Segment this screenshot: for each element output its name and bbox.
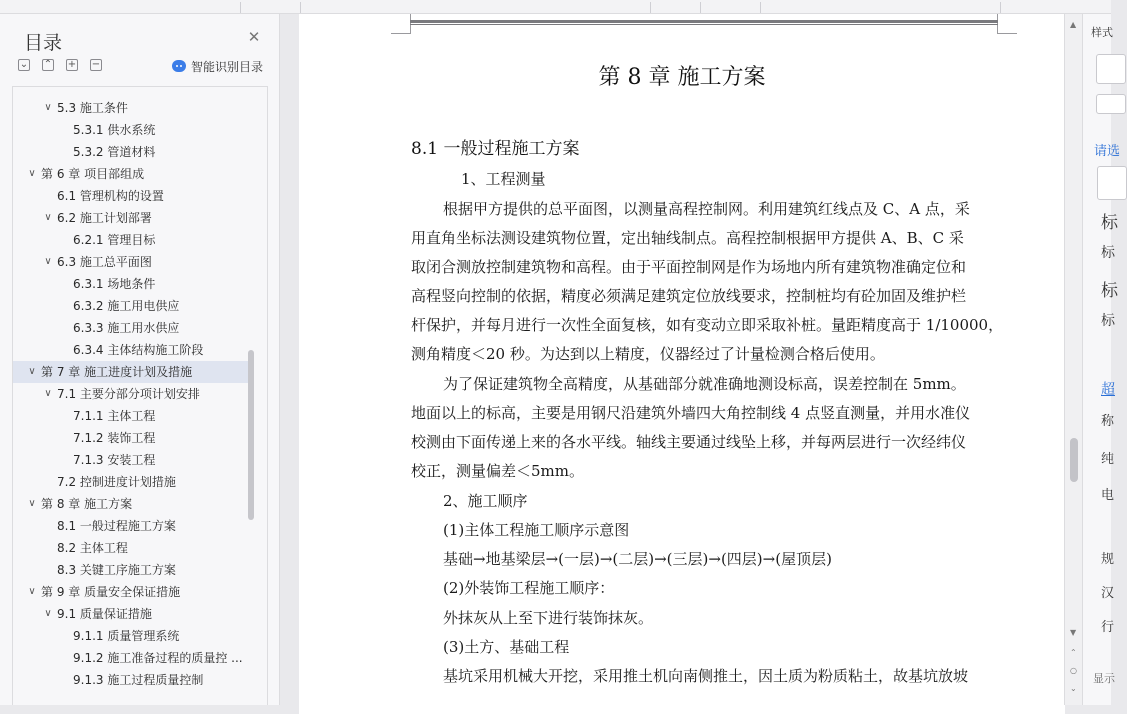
toc-item[interactable]: [13, 537, 249, 559]
style-item[interactable]: 规: [1101, 552, 1115, 567]
toc-item-label: 6.3 施工总平面图: [57, 255, 152, 269]
toc-item[interactable]: [13, 295, 249, 317]
top-toolbar-strip: [0, 0, 1111, 14]
toc-item[interactable]: [13, 405, 249, 427]
toc-item[interactable]: [13, 141, 249, 163]
style-preview-box[interactable]: [1096, 54, 1126, 84]
chevron-down-icon[interactable]: ∨: [44, 256, 52, 267]
select-tip: 请选: [1094, 144, 1121, 159]
toc-item-label: 6.3.1 场地条件: [73, 277, 156, 291]
chapter-title: 第 8 章 施工方案: [598, 65, 766, 90]
body-line: 2、施工顺序: [443, 492, 528, 510]
toc-item[interactable]: [13, 515, 249, 537]
toolbar-divider: [650, 2, 651, 13]
chevron-down-icon[interactable]: ∨: [28, 168, 36, 179]
toolbar-divider: [1000, 2, 1001, 13]
toc-item[interactable]: [13, 207, 249, 229]
styles-label: 样式: [1091, 26, 1113, 39]
style-item[interactable]: 纯: [1101, 452, 1115, 467]
margin-corner-mark: [997, 14, 1017, 34]
smart-toc-label: 智能识别目录: [191, 59, 264, 74]
chevron-down-icon[interactable]: ∨: [28, 586, 36, 597]
toolbar-divider: [760, 2, 761, 13]
chevron-down-icon[interactable]: ∨: [28, 498, 36, 509]
toc-item[interactable]: [13, 383, 249, 405]
styles-panel: [1082, 14, 1121, 705]
toc-item-label: 5.3.2 管道材料: [73, 145, 156, 159]
body-line: 基础→地基梁层→(一层)→(二层)→(三层)→(四层)→(屋顶层): [443, 550, 832, 568]
style-item[interactable]: 标: [1101, 281, 1118, 301]
toc-item[interactable]: [13, 163, 249, 185]
body-line: (2)外装饰工程施工顺序：: [443, 579, 615, 597]
toc-item-label: 7.2 控制进度计划措施: [57, 475, 176, 489]
body-line: 外抹灰从上至下进行装饰抹灰。: [443, 609, 654, 627]
body-line: 杆保护，并每月进行一次性全面复核，如有变动立即采取补桩。量距精度高于 1/10000，: [411, 316, 1004, 334]
document-page[interactable]: [299, 14, 1065, 714]
toc-item[interactable]: [13, 493, 249, 515]
toc-item-label: 6.3.3 施工用水供应: [73, 321, 180, 335]
collapse-all-icon[interactable]: ⌃: [43, 59, 53, 70]
body-line: 根据甲方提供的总平面图，以测量高程控制网。利用建筑红线点及 C、A 点，采: [443, 200, 970, 218]
body-line: 校测由下面传递上来的各水平线。轴线主要通过线坠上移，并每两层进行一次经纬仪: [411, 433, 967, 451]
toc-item-label: 6.2.1 管理目标: [73, 233, 156, 247]
next-page-icon[interactable]: ⌄: [1070, 684, 1077, 693]
ai-icon: [172, 60, 186, 72]
toc-item-label: 9.1.1 质量管理系统: [73, 629, 180, 643]
document-scrollbar[interactable]: [1064, 14, 1082, 705]
toc-item[interactable]: [13, 603, 249, 625]
toc-item-label: 5.3 施工条件: [57, 101, 128, 115]
toc-item-label: 5.3.1 供水系统: [73, 123, 156, 137]
toc-item[interactable]: [13, 647, 249, 669]
toc-item[interactable]: [13, 97, 249, 119]
smart-toc-button[interactable]: [172, 58, 263, 74]
chevron-down-icon[interactable]: ∨: [44, 608, 52, 619]
toc-item[interactable]: [13, 471, 249, 493]
toc-item-label: 8.1 一般过程施工方案: [57, 519, 176, 533]
toc-item[interactable]: [13, 581, 249, 603]
body-line: 测角精度＜20 秒。为达到以上精度，仪器经过了计量检测合格后使用。: [411, 345, 885, 363]
scroll-down-icon[interactable]: ▼: [1070, 628, 1077, 637]
add-heading-icon[interactable]: +: [67, 59, 77, 70]
toolbar-divider: [240, 2, 241, 13]
body-line: (3)土方、基础工程: [443, 638, 570, 656]
chevron-down-icon[interactable]: ∨: [44, 212, 52, 223]
style-option-box[interactable]: [1096, 94, 1126, 114]
toc-item-label: 第 6 章 项目部组成: [41, 167, 145, 181]
toc-item-label: 8.2 主体工程: [57, 541, 128, 555]
style-item[interactable]: 电: [1101, 488, 1115, 503]
chevron-down-icon[interactable]: ∨: [44, 102, 52, 113]
style-item[interactable]: 汉: [1101, 586, 1115, 601]
toc-item[interactable]: [13, 339, 249, 361]
prev-page-icon[interactable]: ⌃: [1070, 648, 1077, 657]
chevron-down-icon[interactable]: ∨: [44, 388, 52, 399]
toc-item-label: 7.1 主要分部分项计划安排: [57, 387, 200, 401]
toc-item[interactable]: [13, 361, 249, 383]
scroll-up-icon[interactable]: ▲: [1070, 20, 1077, 29]
show-label: 显示: [1093, 672, 1115, 685]
toolbar-divider: [700, 2, 701, 13]
body-line: 地面以上的标高，主要是用钢尺沿建筑外墙四大角控制线 4 点竖直测量，并用水准仪: [411, 404, 971, 422]
style-item[interactable]: 行: [1101, 620, 1115, 635]
document-area: [281, 14, 1064, 705]
body-line: (1)主体工程施工顺序示意图: [443, 521, 630, 539]
body-line: 高程竖向控制的依据，精度必须满足建筑定位放线要求，控制桩均有砼加固及维护栏: [411, 287, 967, 305]
toc-item[interactable]: [13, 185, 249, 207]
expand-all-icon[interactable]: ⌄: [19, 59, 29, 70]
style-item[interactable]: 标: [1101, 245, 1115, 261]
toc-item-label: 7.1.3 安装工程: [73, 453, 156, 467]
toc-item-label: 9.1.2 施工准备过程的质量控 ...: [73, 651, 243, 665]
toc-item-label: 8.3 关键工序施工方案: [57, 563, 176, 577]
toc-item[interactable]: [13, 625, 249, 647]
body-line: 用直角坐标法测设建筑物位置，定出轴线制点。高程控制根据甲方提供 A、B、C 采: [411, 229, 964, 247]
body-line: 基坑采用机械大开挖，采用推土机向南侧推土，因土质为粉质粘土，故基坑放坡: [443, 667, 969, 685]
toc-list: [12, 86, 268, 705]
toolbar-divider: [300, 2, 301, 13]
toc-item-label: 第 8 章 施工方案: [41, 497, 133, 511]
header-rule: [410, 24, 998, 25]
toc-scrollbar[interactable]: [248, 350, 254, 520]
toc-item[interactable]: [13, 669, 249, 691]
toc-item[interactable]: [13, 559, 249, 581]
chevron-down-icon[interactable]: ∨: [28, 366, 36, 377]
hyperlink-style[interactable]: 超: [1101, 382, 1115, 398]
header-rule: [410, 20, 998, 23]
toc-item[interactable]: [13, 427, 249, 449]
toc-item-label: 6.2 施工计划部署: [57, 211, 152, 225]
toc-item-label: 6.3.4 主体结构施工阶段: [73, 343, 204, 357]
toc-item-label: 7.1.2 装饰工程: [73, 431, 156, 445]
remove-heading-icon[interactable]: −: [91, 59, 101, 70]
toc-item[interactable]: [13, 119, 249, 141]
toc-item[interactable]: [13, 229, 249, 251]
close-icon[interactable]: ✕: [247, 28, 261, 46]
toc-item[interactable]: [13, 449, 249, 471]
toc-item[interactable]: [13, 251, 249, 273]
style-item[interactable]: 标: [1101, 313, 1115, 329]
style-input-box[interactable]: [1097, 166, 1127, 200]
margin-corner-mark: [391, 14, 411, 34]
page-dot-icon[interactable]: ○: [1070, 666, 1077, 675]
toc-item-label: 6.3.2 施工用电供应: [73, 299, 180, 313]
scroll-thumb[interactable]: [1070, 438, 1078, 482]
style-item[interactable]: 标: [1101, 213, 1118, 233]
body-line: 校正，测量偏差＜5mm。: [411, 462, 584, 480]
toc-item[interactable]: [13, 273, 249, 295]
toc-item-label: 第 9 章 质量安全保证措施: [41, 585, 181, 599]
toc-item-label: 9.1 质量保证措施: [57, 607, 152, 621]
toc-item-label: 7.1.1 主体工程: [73, 409, 156, 423]
nav-title: 目录: [24, 32, 63, 54]
toc-item-label: 6.1 管理机构的设置: [57, 189, 164, 203]
section-title: 8.1 一般过程施工方案: [411, 139, 580, 159]
body-line: 取闭合测放控制建筑物和高程。由于平面控制网是作为场地内所有建筑物准确定位和: [411, 258, 967, 276]
style-item[interactable]: 称: [1101, 414, 1115, 429]
navigation-pane: [0, 14, 280, 705]
body-line: 为了保证建筑物全高精度，从基础部分就准确地测设标高，误差控制在 5mm。: [443, 375, 966, 393]
toc-item-label: 9.1.3 施工过程质量控制: [73, 673, 204, 687]
body-line: 1、工程测量: [461, 170, 546, 188]
toc-item-label: 第 7 章 施工进度计划及措施: [41, 365, 193, 379]
toc-item[interactable]: [13, 317, 249, 339]
